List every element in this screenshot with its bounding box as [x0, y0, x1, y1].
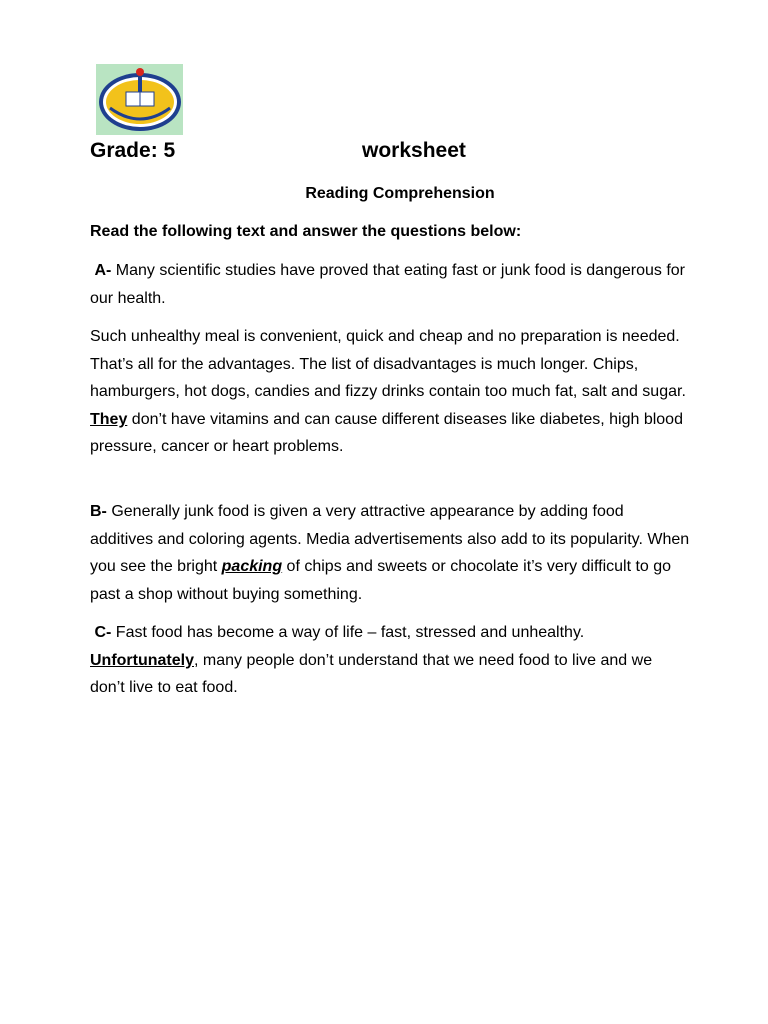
section-subtitle: Reading Comprehension — [305, 185, 495, 202]
worksheet-title: worksheet — [362, 139, 466, 162]
paragraph-a2-text-before: Such unhealthy meal is convenient, quick and cheap and no preparation is needed. That’s all for the advantages. The list of disadvantages is much longer. Chips, hamburgers, hot dogs, candies and fizzy drinks contain too much fat, salt and sugar. — [90, 328, 686, 401]
paragraph-a2-emphasis: They — [90, 410, 128, 428]
paragraph-c-label: C- — [94, 624, 112, 641]
paragraph-c-text-after: , many people don’t understand that we need food to live and we don’t live to eat food. — [90, 651, 653, 697]
paragraph-a2-text-after: don’t have vitamins and can cause different diseases like diabetes, high blood pressure, cancer or heart problems. — [90, 410, 683, 456]
paragraph-a-text: Many scientific studies have proved that eating fast or junk food is dangerous for our health. — [90, 262, 685, 307]
paragraph-a — [90, 257, 690, 312]
paragraph-b-text-before: Generally junk food is given a very attractive appearance by adding food additives and coloring agents. Media advertisements also add to its popularity. When you see the bright — [90, 503, 690, 576]
paragraph-a-continued — [90, 323, 690, 461]
instruction-text: Read the following text and answer the questions below: — [90, 223, 522, 240]
paragraph-b-text-after: of chips and sweets or chocolate it’s very difficult to go past a shop without buying something. — [90, 558, 672, 603]
paragraph-c-emphasis: Unfortunately — [90, 651, 194, 669]
paragraph-b — [90, 498, 690, 608]
paragraph-b-label: B- — [90, 503, 107, 520]
heading-row — [90, 139, 690, 169]
paragraph-c-text-before: Fast food has become a way of life – fast, stressed and unhealthy. — [111, 624, 585, 641]
paragraph-b-emphasis: packing — [221, 558, 283, 576]
paragraph-c — [90, 619, 690, 702]
school-emblem-icon — [96, 64, 183, 135]
grade-label: Grade: 5 — [90, 139, 176, 162]
paragraph-a-label: A- — [94, 262, 112, 279]
